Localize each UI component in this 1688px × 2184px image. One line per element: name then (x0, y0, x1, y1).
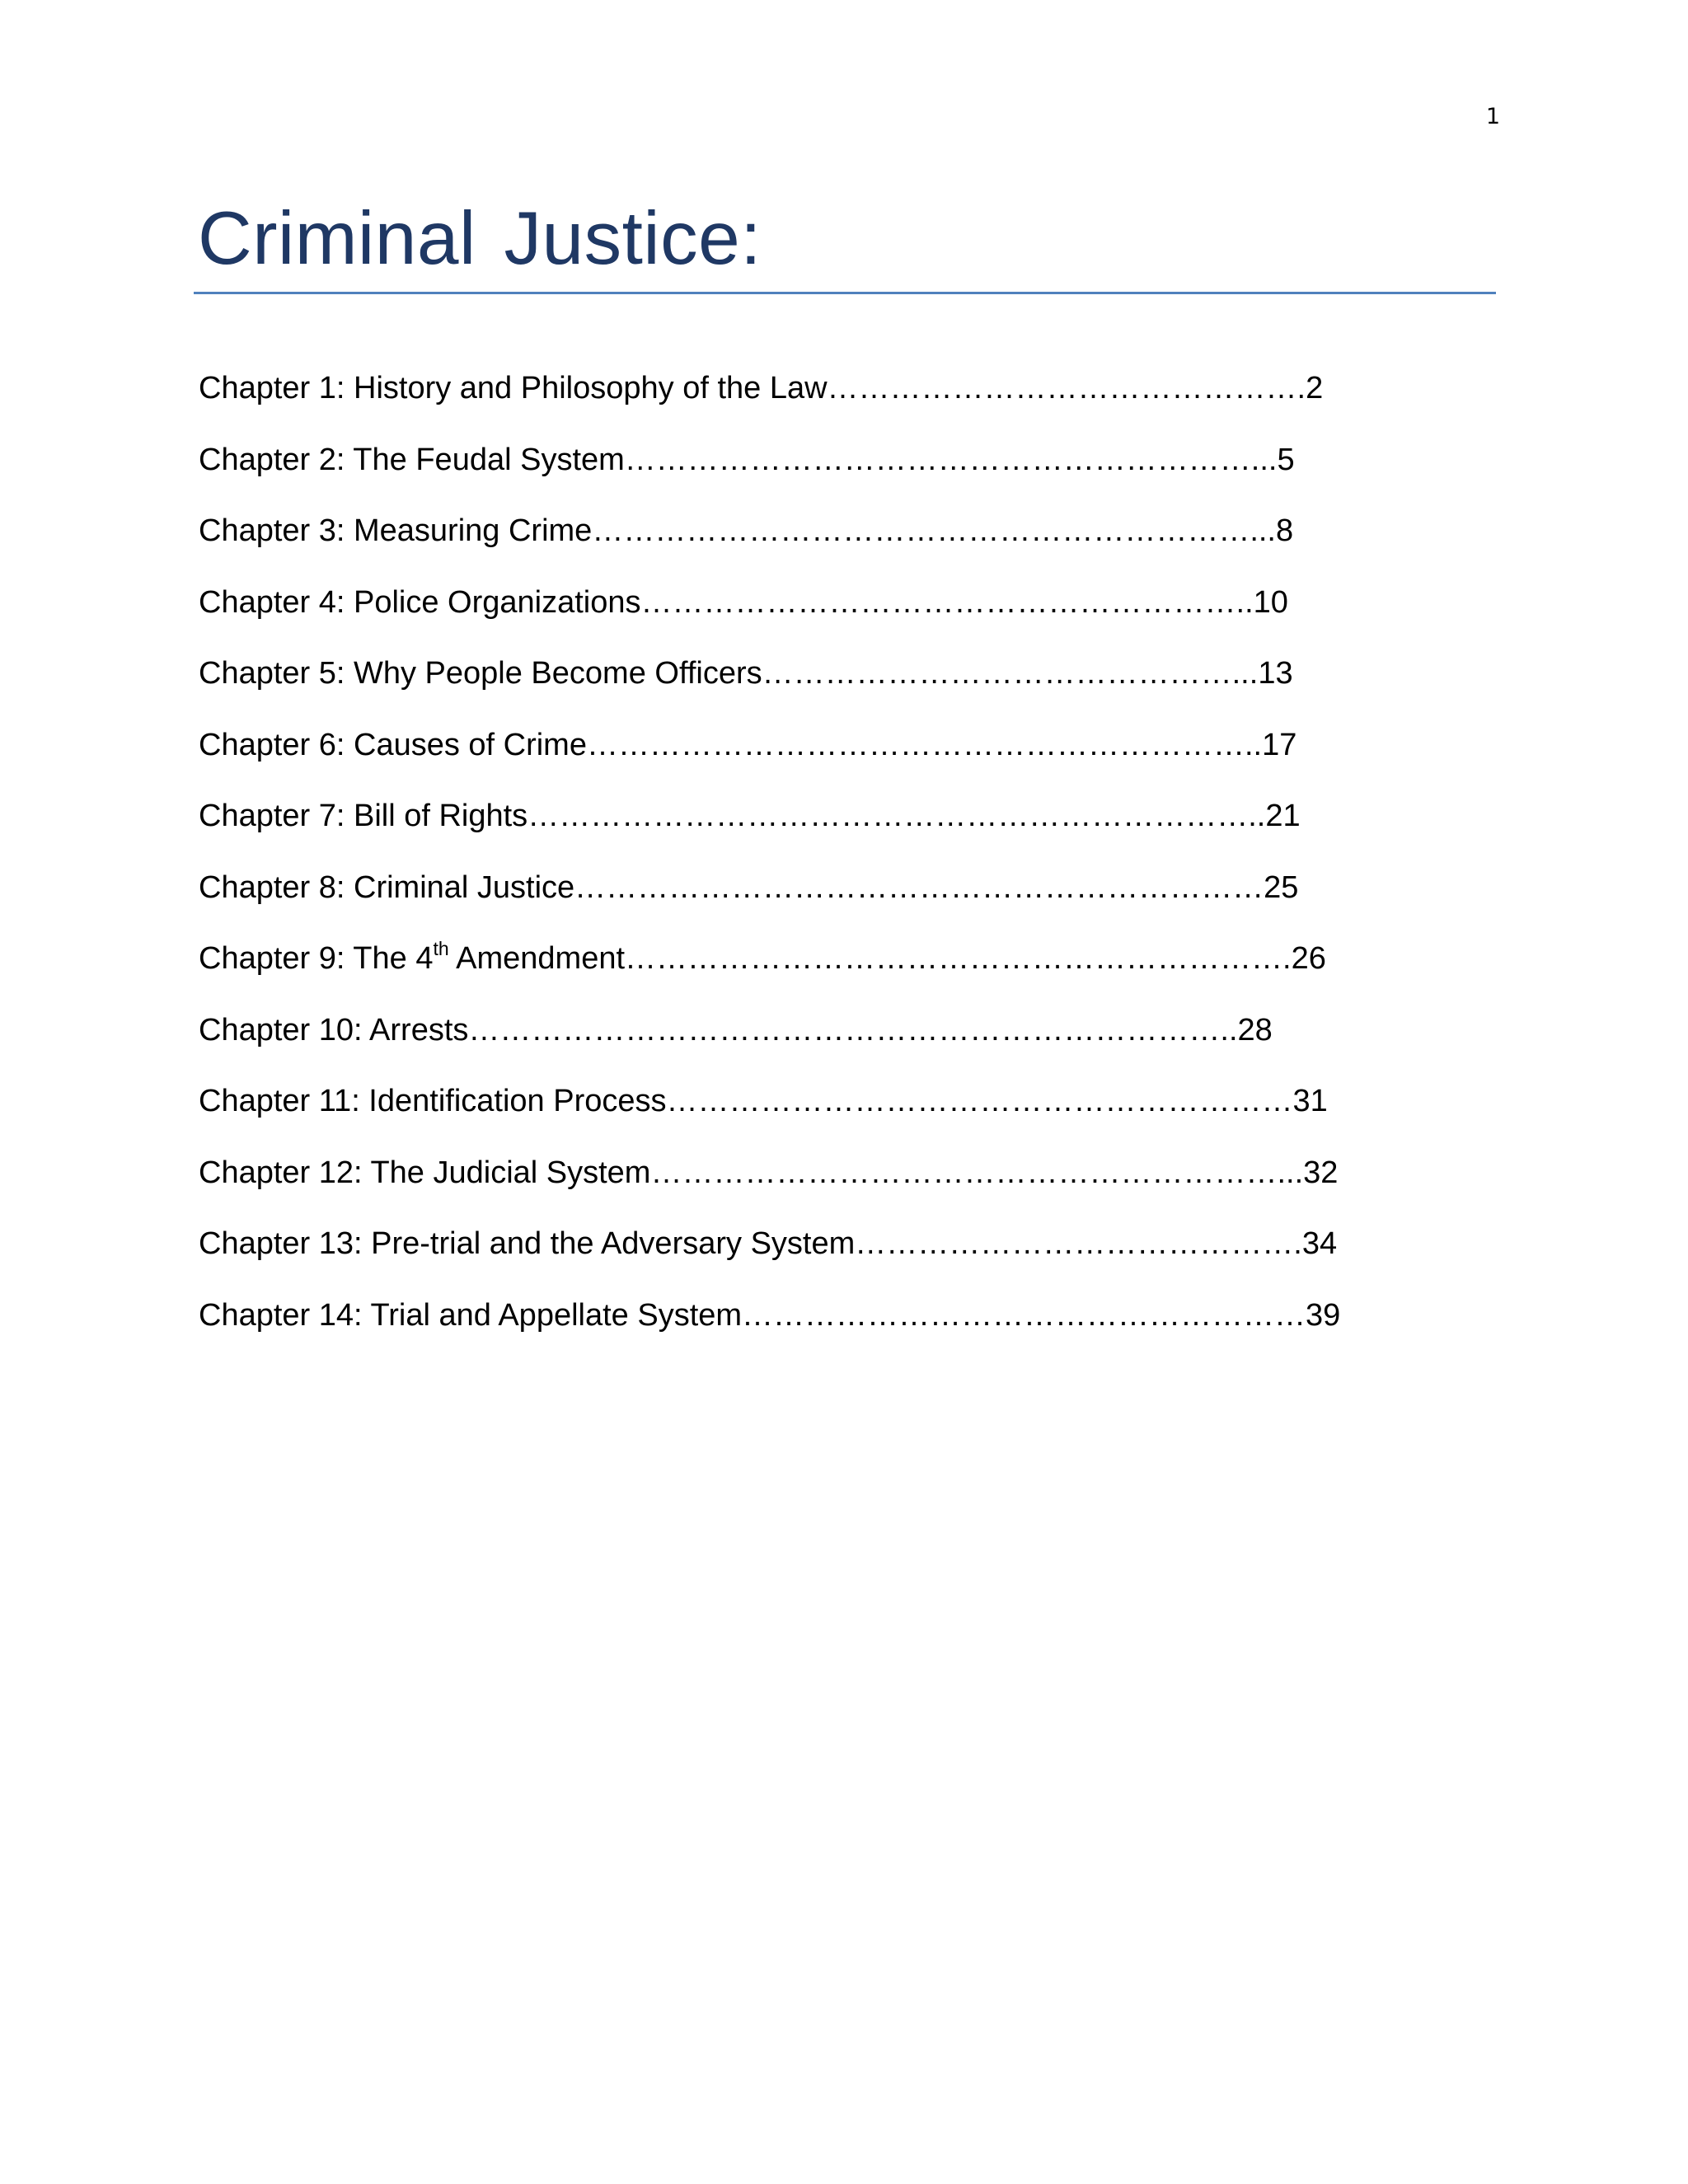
toc-entry-leader: ……………………………………………………….. (586, 728, 1263, 762)
toc-entry-page: 5 (1277, 443, 1295, 477)
toc-entry (199, 441, 1295, 479)
toc-entry-label-prefix: Chapter 9: The 4 (199, 941, 434, 976)
toc-entry (199, 1225, 1337, 1263)
toc-entry-label-superscript: th (433, 938, 449, 960)
toc-entry (199, 1296, 1340, 1334)
toc-entry-leader: ………………………………………………………. (625, 941, 1292, 976)
toc-entry-label: Chapter 4: Police Organizations (199, 585, 641, 620)
toc-entry-leader: ……………………………………………………………….. (468, 1013, 1238, 1047)
toc-entry-leader: ……………………………………………………... (650, 1155, 1304, 1190)
toc-entry-label-suffix: Amendment (448, 941, 626, 976)
toc-entry (199, 940, 1326, 977)
toc-entry-leader: ……………………………………………………... (624, 443, 1278, 477)
toc-entry-leader: ………………………………………………….. (640, 585, 1254, 620)
toc-entry-leader: ………………………………………... (762, 656, 1259, 691)
toc-entry-page: 2 (1306, 371, 1324, 405)
page-title: Criminal Justice: (198, 197, 762, 280)
toc-entry-label: Chapter 13: Pre-trial and the Adversary System (199, 1226, 856, 1261)
toc-entry-label: Chapter 11: Identification Process (199, 1084, 667, 1118)
toc-entry-leader: ………………………………………. (827, 371, 1306, 405)
toc-entry-leader: ……………………………………. (855, 1226, 1302, 1261)
toc-entry-leader: ………………………………………………………… (574, 870, 1264, 905)
toc-entry-page: 21 (1265, 799, 1301, 833)
toc-entry-label: Chapter 8: Criminal Justice (199, 870, 575, 905)
toc-entry (199, 1011, 1273, 1049)
toc-entry-label: Chapter 5: Why People Become Officers (199, 656, 762, 691)
toc-entry-leader: ………………………………………………………... (592, 513, 1276, 548)
toc-entry-leader: …………………………………………………… (666, 1084, 1293, 1118)
toc-entry-page: 31 (1292, 1084, 1328, 1118)
toc-entry (199, 1082, 1328, 1120)
toc-entry (199, 797, 1301, 835)
toc-entry-page: 13 (1258, 656, 1293, 691)
toc-entry-page: 17 (1262, 728, 1297, 762)
page-number: 1 (1485, 104, 1500, 129)
toc-entry (199, 1154, 1338, 1192)
toc-entry (199, 726, 1296, 764)
toc-entry-label: Chapter 2: The Feudal System (199, 443, 625, 477)
toc-entry-label: Chapter 14: Trial and Appellate System (199, 1298, 743, 1333)
toc-entry-page: 25 (1264, 870, 1299, 905)
toc-entry-page: 34 (1301, 1226, 1338, 1261)
toc-entry-page: 28 (1237, 1013, 1273, 1047)
toc-entry-label: Chapter 6: Causes of Crime (199, 728, 587, 762)
toc-entry-label: Chapter 12: The Judicial System (199, 1155, 651, 1190)
toc-entry (199, 654, 1293, 692)
title-underline (194, 292, 1496, 294)
toc-entry (199, 369, 1323, 407)
toc-entry (199, 512, 1293, 550)
toc-entry-page: 8 (1276, 513, 1294, 548)
toc-entry-label: Chapter 7: Bill of Rights (199, 799, 528, 833)
toc-entry-leader: …………………………………………………………….. (528, 799, 1266, 833)
toc-entry-leader: ……………………………………………… (742, 1298, 1306, 1333)
toc-entry-label: Chapter 3: Measuring Crime (199, 513, 593, 548)
toc-entry-page: 32 (1303, 1155, 1339, 1190)
toc-entry-page: 39 (1306, 1298, 1341, 1333)
toc-entry-label: Chapter 1: History and Philosophy of the Law (199, 371, 828, 405)
toc-entry-label: Chapter 10: Arrests (199, 1013, 469, 1047)
toc-entry (199, 583, 1288, 621)
toc-entry (199, 869, 1298, 907)
toc-entry-page: 10 (1253, 585, 1288, 620)
toc-entry-page: 26 (1291, 941, 1326, 976)
